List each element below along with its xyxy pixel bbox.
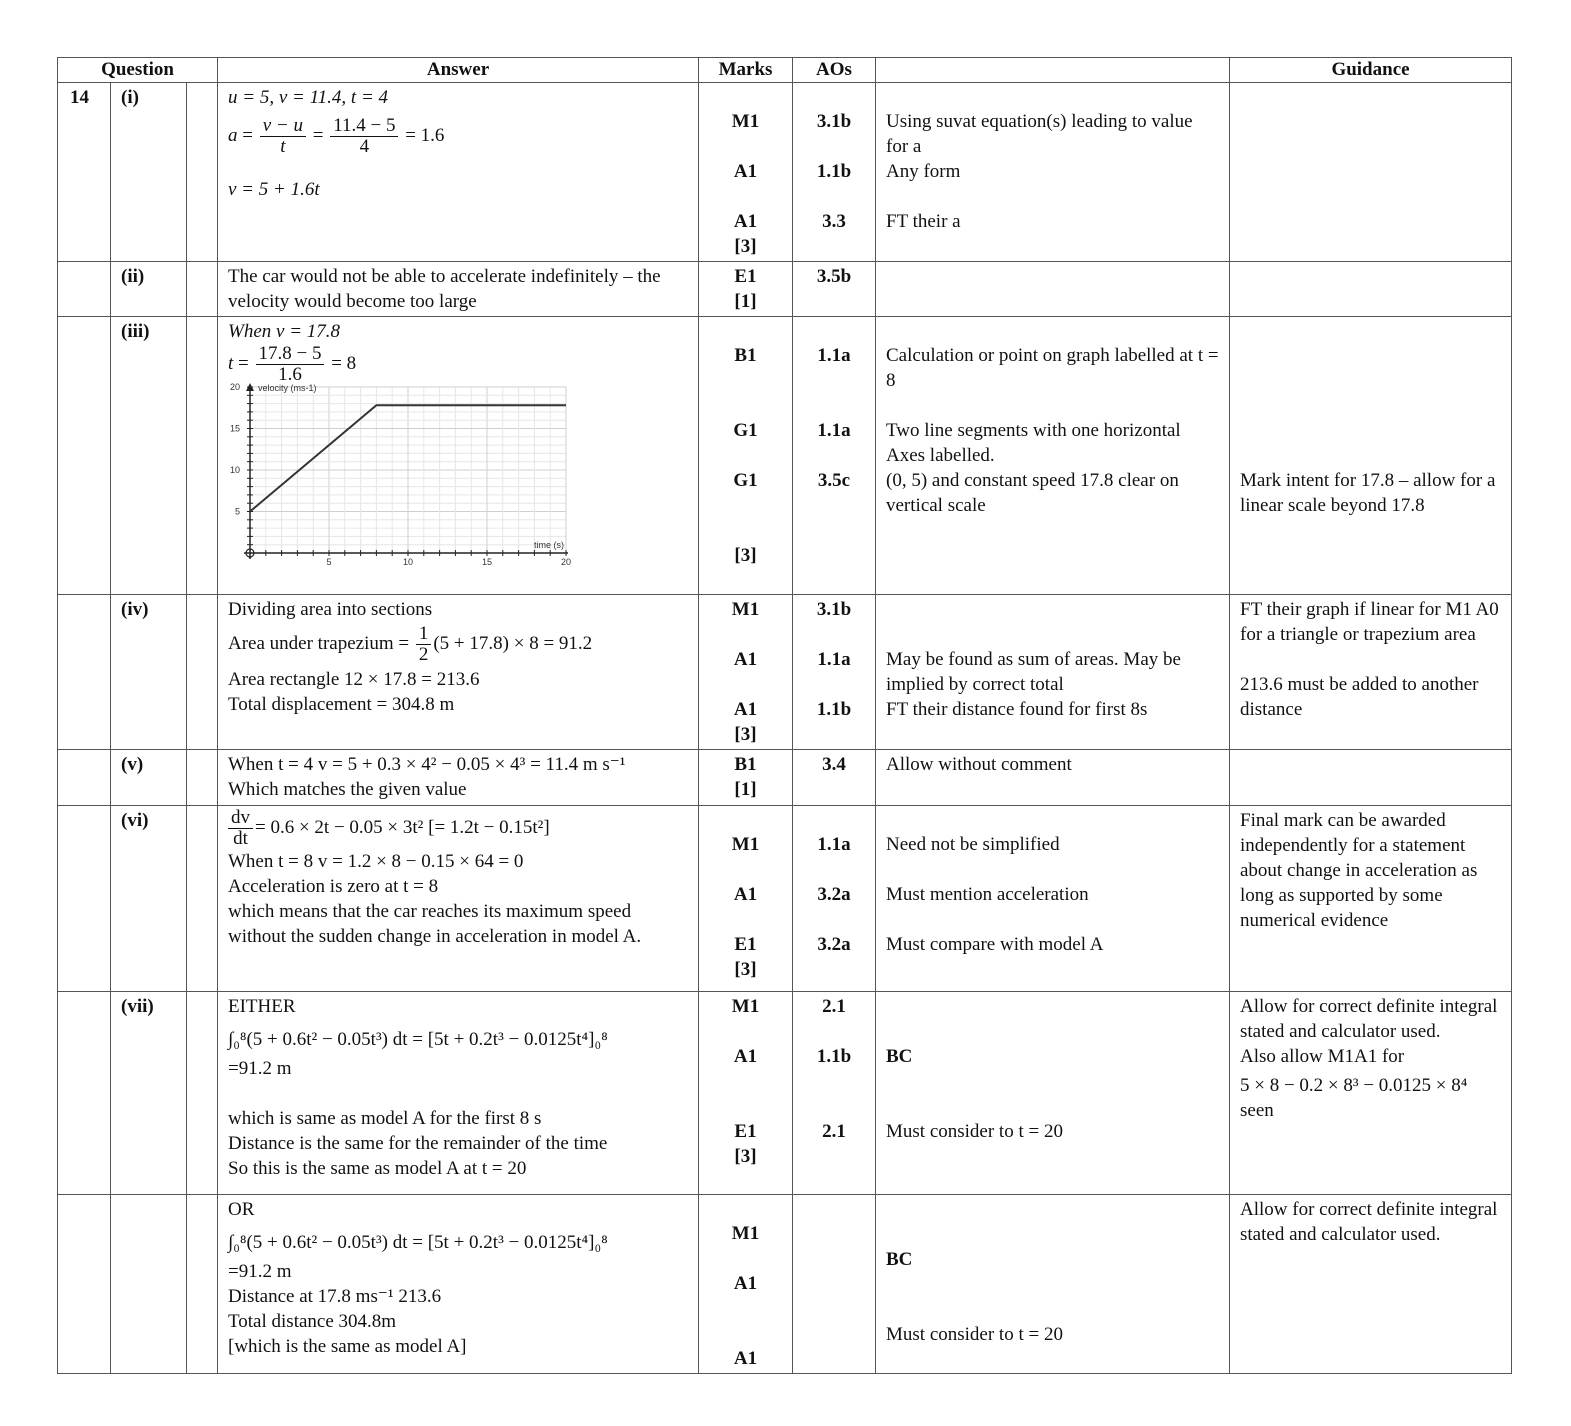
header-answer: Answer <box>218 58 699 83</box>
answer-iii <box>218 317 699 595</box>
x-tick-label: 5 <box>326 557 332 567</box>
marks-iv: M1 A1 A1 [3] <box>699 595 793 750</box>
fraction: $\frac{dv}{dt}$ <box>228 808 253 849</box>
part-label-i: (i) <box>111 83 187 262</box>
subpart-cell <box>187 262 218 317</box>
subpart-cell <box>187 806 218 992</box>
guidance-iii: Mark intent for 17.8 – allow for a linear scale beyond 17.8 <box>1230 317 1512 595</box>
answer-i-line3: v = 5 + 1.6t <box>228 179 320 200</box>
aos-vii-or <box>793 1195 876 1374</box>
header-row <box>58 58 1512 83</box>
aos-iii: 1.1a 1.1a 3.5c <box>793 317 876 595</box>
answer-vii-or: OR ∫₀⁸(5 + 0.6t² − 0.05t³) dt = [5t + 0.2t³ − 0.0125t⁴]₀⁸ =91.2 m Distance at 17.8 ms⁻¹ 213.6 Total distance 304.8m [which is the same as model A] <box>218 1195 699 1374</box>
answer-iv: Dividing area into sections Area under trapezium = $\frac{1}{2}$ (5 + 17.8) × 8 = 91.2 Area rectangle 12 × 17.8 = 213.6 Total displacement = 304.8 m <box>218 595 699 750</box>
y-tick-label: 15 <box>229 423 240 434</box>
notes-vi: Need not be simplified Must mention acceleration Must compare with model A <box>876 806 1230 992</box>
notes-iv: May be found as sum of areas. May be implied by correct total FT their distance found for first 8s <box>876 595 1230 750</box>
x-tick-label: 15 <box>481 557 493 567</box>
answer-i-line2: a = $\frac{v - u}{t}$ = $\frac{11.4 - 5}{4}$ = 1.6 <box>228 115 445 157</box>
answer-v: When t = 4 v = 5 + 0.3 × 4² − 0.05 × 4³ = 11.4 m s⁻¹ Which matches the given value <box>218 750 699 806</box>
qnum-cell <box>58 595 111 750</box>
answer-i-line1: u = 5, v = 11.4, t = 4 <box>228 87 389 108</box>
header-guidance: Guidance <box>1230 58 1512 83</box>
marks-iii: B1 G1 G1 [3] <box>699 317 793 595</box>
notes-vii-or: BC Must consider to t = 20 <box>876 1195 1230 1374</box>
fraction: $\frac{11.4 - 5}{4}$ <box>330 116 398 157</box>
fraction: $\frac{v - u}{t}$ <box>260 116 306 157</box>
row-part-vi <box>58 806 1512 992</box>
marks-vii: M1 A1 E1 [3] <box>699 992 793 1195</box>
part-label-vii: (vii) <box>111 992 187 1195</box>
guidance-vii-or: Allow for correct definite integral stated and calculator used. <box>1230 1195 1512 1374</box>
marks-v: B1 [1] <box>699 750 793 806</box>
qnum-cell <box>58 750 111 806</box>
row-part-vii <box>58 992 1512 1195</box>
row-part-iii <box>58 317 1512 595</box>
y-axis-label: velocity (ms-1) <box>258 383 317 393</box>
y-tick-label: 10 <box>229 465 240 475</box>
part-label-vi: (vi) <box>111 806 187 992</box>
answer-iii-line2: t = $\frac{17.8 - 5}{1.6}$ = 8 <box>228 343 357 385</box>
row-part-i <box>58 83 1512 262</box>
notes-i: Using suvat equation(s) leading to value for a Any form FT their a <box>876 83 1230 262</box>
guidance-ii <box>1230 262 1512 317</box>
y-tick-label: 20 <box>229 382 240 392</box>
header-blank <box>876 58 1230 83</box>
marks-i: M1 A1 A1 [3] <box>699 83 793 262</box>
qnum-cell <box>58 806 111 992</box>
guidance-vii: Allow for correct definite integral stated and calculator used. Also allow M1A1 for 5 × 8 − 0.2 × 8³ − 0.0125 × 8⁴ seen <box>1230 992 1512 1195</box>
header-aos: AOs <box>793 58 876 83</box>
fraction: $\frac{17.8 - 5}{1.6}$ <box>256 344 325 385</box>
row-part-ii <box>58 262 1512 317</box>
part-label-iv: (iv) <box>111 595 187 750</box>
aos-v: 3.4 <box>793 750 876 806</box>
aos-ii: 3.5b <box>793 262 876 317</box>
part-cell <box>111 1195 187 1374</box>
answer-ii: The car would not be able to accelerate indefinitely – the velocity would become too large <box>218 262 699 317</box>
aos-i: 3.1b 1.1b 3.3 <box>793 83 876 262</box>
notes-vii: BC Must consider to t = 20 <box>876 992 1230 1195</box>
qnum-cell <box>58 262 111 317</box>
part-label-v: (v) <box>111 750 187 806</box>
question-number: 14 <box>58 83 111 262</box>
aos-vii: 2.1 1.1b 2.1 <box>793 992 876 1195</box>
subpart-cell <box>187 317 218 595</box>
answer-i <box>218 83 699 262</box>
subpart-cell <box>187 750 218 806</box>
x-tick-label: 10 <box>402 557 414 567</box>
marks-ii: E1 [1] <box>699 262 793 317</box>
velocity-time-graph <box>220 382 572 569</box>
qnum-cell <box>58 1195 111 1374</box>
qnum-cell <box>58 317 111 595</box>
row-part-iv <box>58 595 1512 750</box>
notes-v: Allow without comment <box>876 750 1230 806</box>
x-tick-label: 20 <box>560 557 572 567</box>
fraction: $\frac{1}{2}$ <box>416 624 432 665</box>
guidance-v <box>1230 750 1512 806</box>
guidance-vi: Final mark can be awarded independently for a statement about change in acceleration as long as supported by some numerical evidence <box>1230 806 1512 992</box>
y-tick-label: 5 <box>234 506 240 517</box>
subpart-cell <box>187 83 218 262</box>
answer-vi: $\frac{dv}{dt}$ = 0.6 × 2t − 0.05 × 3t² [= 1.2t − 0.15t²] When t = 8 v = 1.2 × 8 − 0.15 × 64 = 0 Acceleration is zero at t = 8 which means that the car reaches its maximum speed without the sudden change in acceleration in model A. <box>218 806 699 992</box>
row-part-vii-or <box>58 1195 1512 1374</box>
marks-vii-or: M1 A1 A1 <box>699 1195 793 1374</box>
header-question: Question <box>58 58 218 83</box>
header-marks: Marks <box>699 58 793 83</box>
mark-scheme-table <box>57 57 1512 1374</box>
part-label-iii: (iii) <box>111 317 187 595</box>
part-label-ii: (ii) <box>111 262 187 317</box>
notes-ii <box>876 262 1230 317</box>
guidance-iv: FT their graph if linear for M1 A0 for a triangle or trapezium area 213.6 must be added to another distance <box>1230 595 1512 750</box>
guidance-i <box>1230 83 1512 262</box>
qnum-cell <box>58 992 111 1195</box>
answer-vii: EITHER ∫₀⁸(5 + 0.6t² − 0.05t³) dt = [5t + 0.2t³ − 0.0125t⁴]₀⁸ =91.2 m which is same as model A for the first 8 s Distance is the same for the remainder of the time So this is the same as model A at t = 20 <box>218 992 699 1195</box>
subpart-cell <box>187 595 218 750</box>
subpart-cell <box>187 1195 218 1374</box>
x-axis-label: time (s) <box>534 540 564 550</box>
marks-vi: M1 A1 E1 [3] <box>699 806 793 992</box>
aos-iv: 3.1b 1.1a 1.1b <box>793 595 876 750</box>
notes-iii: Calculation or point on graph labelled at t = 8 Two line segments with one horizontal Axes labelled. (0, 5) and constant speed 17.8 clear on vertical scale <box>876 317 1230 595</box>
subpart-cell <box>187 992 218 1195</box>
aos-vi: 1.1a 3.2a 3.2a <box>793 806 876 992</box>
answer-iii-line1: When v = 17.8 <box>228 321 341 342</box>
row-part-v <box>58 750 1512 806</box>
